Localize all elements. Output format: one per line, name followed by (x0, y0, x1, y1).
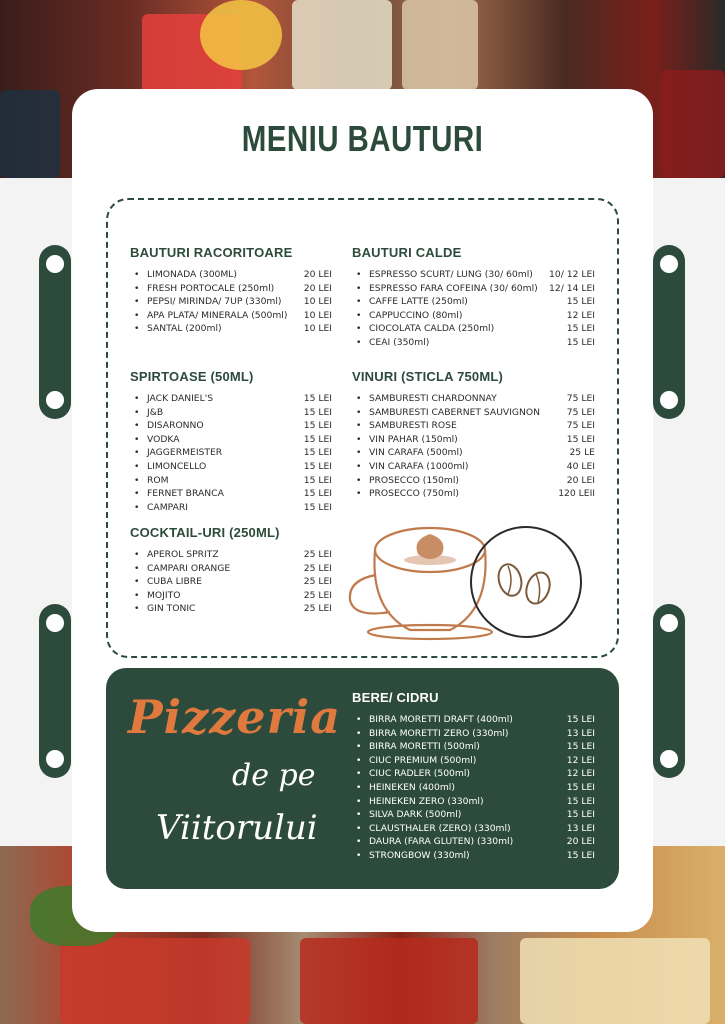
menu-item (352, 392, 595, 406)
menu-item (352, 781, 595, 795)
section-racoritoare (130, 245, 332, 336)
item-price: 25 LEI (303, 549, 332, 560)
menu-item (352, 446, 595, 460)
item-name: • CAPPUCCINO (80ml) (369, 309, 463, 321)
item-name: • FRESH PORTOCALE (250ml) (147, 282, 275, 294)
item-name: • ROM (147, 474, 169, 486)
section-spirtoase (130, 369, 332, 514)
menu-item (130, 322, 332, 336)
item-price: 25 LE (569, 447, 595, 459)
item-name: • PEPSI/ MIRINDA/ 7UP (330ml) (147, 296, 282, 308)
menu-item (130, 501, 332, 515)
menu-item (130, 282, 332, 296)
binder-hole (658, 612, 680, 634)
item-list (352, 713, 595, 863)
item-name: • CAFFE LATTE (250ml) (369, 296, 468, 308)
menu-item (352, 822, 595, 836)
brand-pizzeria: Pizzeria (128, 690, 342, 744)
menu-item (352, 460, 595, 474)
champagne-glass (402, 0, 478, 90)
item-price: 15 LEI (303, 501, 332, 513)
menu-item (130, 268, 332, 282)
item-price: 15 LEI (566, 714, 595, 725)
menu-item (352, 433, 595, 447)
binder-hole (44, 612, 66, 634)
item-name: • CLAUSTHALER (ZERO) (330ml) (369, 822, 511, 834)
item-name: • PROSECCO (750ml) (369, 488, 459, 500)
item-name: • JAGGERMEISTER (147, 447, 223, 459)
item-name: • FERNET BRANCA (147, 488, 224, 500)
menu-item (130, 406, 332, 420)
item-name: • JACK DANIEL'S (147, 393, 214, 404)
item-name: • BIRRA MORETTI ZERO (330ml) (369, 727, 509, 739)
section-heading: BAUTURI RACORITOARE (130, 245, 293, 260)
menu-item (130, 460, 332, 474)
item-name: • ESPRESSO FARA COFEINA (30/ 60ml) (369, 282, 538, 294)
item-price: 15 LEI (566, 296, 595, 308)
page-title: MENIU BAUTURI (241, 118, 484, 159)
bar-lights (0, 90, 60, 178)
menu-item (130, 295, 332, 309)
item-price: 15 LEI (303, 393, 332, 404)
item-price: 13 LEI (566, 727, 595, 739)
item-list (352, 392, 595, 501)
item-name: • VIN CARAFA (500ml) (369, 447, 463, 459)
item-price: 12/ 14 LEI (549, 282, 595, 294)
menu-item (352, 767, 595, 781)
item-name: • SAMBURESTI CABERNET SAUVIGNON (369, 406, 541, 418)
item-name: • DAURA (FARA GLUTEN) (330ml) (369, 836, 514, 848)
menu-item (352, 835, 595, 849)
menu-item (130, 487, 332, 501)
brand-viitorului: Viitorului (156, 808, 318, 848)
item-price: 40 LEI (566, 460, 595, 472)
item-price: 10/ 12 LEI (549, 269, 595, 280)
menu-item (352, 808, 595, 822)
item-list (130, 392, 332, 514)
brand-de-pe: de pe (232, 758, 316, 793)
item-name: • DISARONNO (147, 420, 204, 432)
binder-tab-left-bottom (39, 604, 71, 778)
menu-item (130, 446, 332, 460)
section-calde (352, 245, 595, 350)
section-vinuri (352, 369, 595, 501)
item-price: 12 LEI (566, 768, 595, 780)
item-name: • CEAI (350ml) (369, 336, 430, 348)
item-price: 15 LEI (566, 433, 595, 445)
item-price: 25 LEI (303, 589, 332, 601)
item-name: • APA PLATA/ MINERALA (500ml) (147, 309, 288, 321)
menu-item (352, 727, 595, 741)
section-heading: VINURI (STICLA 750ML) (352, 369, 504, 384)
menu-item (352, 754, 595, 768)
item-price: 15 LEI (303, 406, 332, 418)
item-price: 15 LEI (566, 741, 595, 753)
item-price: 75 LEI (566, 406, 595, 418)
menu-item (352, 713, 595, 727)
menu-item (130, 392, 332, 406)
menu-item (130, 474, 332, 488)
item-price: 15 LEI (303, 433, 332, 445)
section-heading: BAUTURI CALDE (352, 245, 462, 260)
item-price: 10 LEI (303, 309, 332, 321)
menu-item (130, 433, 332, 447)
menu-item (352, 268, 595, 282)
item-name: • ESPRESSO SCURT/ LUNG (30/ 60ml) (369, 269, 533, 280)
lemon-slice (200, 0, 282, 70)
beer-panel-content (106, 668, 619, 889)
item-name: • HEINEKEN ZERO (330ml) (369, 795, 484, 807)
item-price: 15 LEI (303, 488, 332, 500)
menu-item (130, 602, 332, 616)
item-name: • BIRRA MORETTI (500ml) (369, 741, 480, 753)
item-price: 20 LEI (303, 282, 332, 294)
item-name: • VODKA (147, 433, 180, 445)
item-price: 12 LEI (566, 309, 595, 321)
menu-item (352, 474, 595, 488)
menu-item (130, 562, 332, 576)
item-price: 25 LEI (303, 603, 332, 615)
item-name: • SAMBURESTI CHARDONNAY (369, 393, 497, 404)
item-price: 15 LEI (566, 781, 595, 793)
binder-hole (44, 389, 66, 411)
item-name: • VIN PAHAR (150ml) (369, 433, 458, 445)
item-name: • SANTAL (200ml) (147, 323, 222, 335)
section-heading: COCKTAIL-URI (250ML) (130, 525, 280, 540)
section-heading: BERE/ CIDRU (352, 690, 439, 705)
menu-item (352, 336, 595, 350)
item-name: • LIMONADA (300ML) (147, 269, 238, 280)
menu-item (352, 322, 595, 336)
menu-item (130, 589, 332, 603)
menu-item (352, 795, 595, 809)
bottle-red (660, 70, 725, 178)
item-price: 10 LEI (303, 296, 332, 308)
item-list (352, 268, 595, 350)
item-price: 15 LEI (303, 447, 332, 459)
binder-hole (44, 748, 66, 770)
item-price: 20 LEI (566, 836, 595, 848)
item-price: 25 LEI (303, 576, 332, 588)
menu-item (130, 575, 332, 589)
section-cocktail (130, 525, 332, 616)
sangria-glass-center (300, 938, 478, 1024)
menu-item (130, 419, 332, 433)
binder-hole (658, 389, 680, 411)
item-name: • PROSECCO (150ml) (369, 474, 459, 486)
item-name: • CIUC RADLER (500ml) (369, 768, 470, 780)
item-list (130, 548, 332, 616)
item-price: 20 LEI (303, 269, 332, 280)
item-price: 15 LEI (566, 809, 595, 821)
item-list (130, 268, 332, 336)
item-price: 15 LEI (566, 849, 595, 861)
menu-item (130, 548, 332, 562)
item-name: • CAMPARI ORANGE (147, 562, 231, 574)
menu-item (352, 295, 595, 309)
item-price: 10 LEI (303, 323, 332, 335)
item-price: 12 LEI (566, 754, 595, 766)
item-name: • LIMONCELLO (147, 460, 207, 472)
item-name: • CAMPARI (147, 501, 188, 513)
wine-glass (292, 0, 392, 90)
item-name: • CUBA LIBRE (147, 576, 202, 588)
sangria-glass-left (60, 938, 250, 1024)
item-name: • HEINEKEN (400ml) (369, 781, 455, 793)
menu-item (352, 849, 595, 863)
item-name: • SAMBURESTI ROSE (369, 420, 457, 432)
item-price: 25 LEI (303, 562, 332, 574)
item-price: 120 LEII (558, 488, 595, 500)
coffee-beans-icon (471, 527, 581, 637)
item-price: 15 LEI (303, 460, 332, 472)
item-price: 15 LEI (566, 323, 595, 335)
menu-item (352, 419, 595, 433)
menu-item (352, 282, 595, 296)
item-price: 75 LEI (566, 393, 595, 404)
menu-item (352, 406, 595, 420)
item-price: 15 LEI (566, 795, 595, 807)
item-price: 13 LEI (566, 822, 595, 834)
coffee-cup-icon (340, 520, 590, 645)
binder-tab-right-top (653, 245, 685, 419)
section-heading: SPIRTOASE (50ML) (130, 369, 254, 384)
binder-hole (658, 748, 680, 770)
binder-hole (44, 253, 66, 275)
binder-hole (658, 253, 680, 275)
item-price: 15 LEI (303, 420, 332, 432)
item-name: • GIN TONIC (147, 603, 196, 615)
binder-tab-left-top (39, 245, 71, 419)
binder-tab-right-bottom (653, 604, 685, 778)
item-name: • MOJITO (147, 589, 181, 601)
section-bere (352, 690, 595, 863)
item-name: • J&B (147, 406, 164, 418)
item-price: 20 LEI (566, 474, 595, 486)
menu-item (352, 487, 595, 501)
item-price: 15 LEI (566, 336, 595, 348)
item-name: • CIUC PREMIUM (500ml) (369, 754, 477, 766)
item-name: • STRONGBOW (330ml) (369, 849, 470, 861)
item-price: 75 LEI (566, 420, 595, 432)
item-price: 15 LEI (303, 474, 332, 486)
menu-item (130, 309, 332, 323)
item-name: • APEROL SPRITZ (147, 549, 219, 560)
item-name: • BIRRA MORETTI DRAFT (400ml) (369, 714, 513, 725)
item-name: • CIOCOLATA CALDA (250ml) (369, 323, 495, 335)
menu-item (352, 309, 595, 323)
item-name: • SILVA DARK (500ml) (369, 809, 462, 821)
item-name: • VIN CARAFA (1000ml) (369, 460, 469, 472)
menu-item (352, 740, 595, 754)
lemonade-glass-right (520, 938, 710, 1024)
